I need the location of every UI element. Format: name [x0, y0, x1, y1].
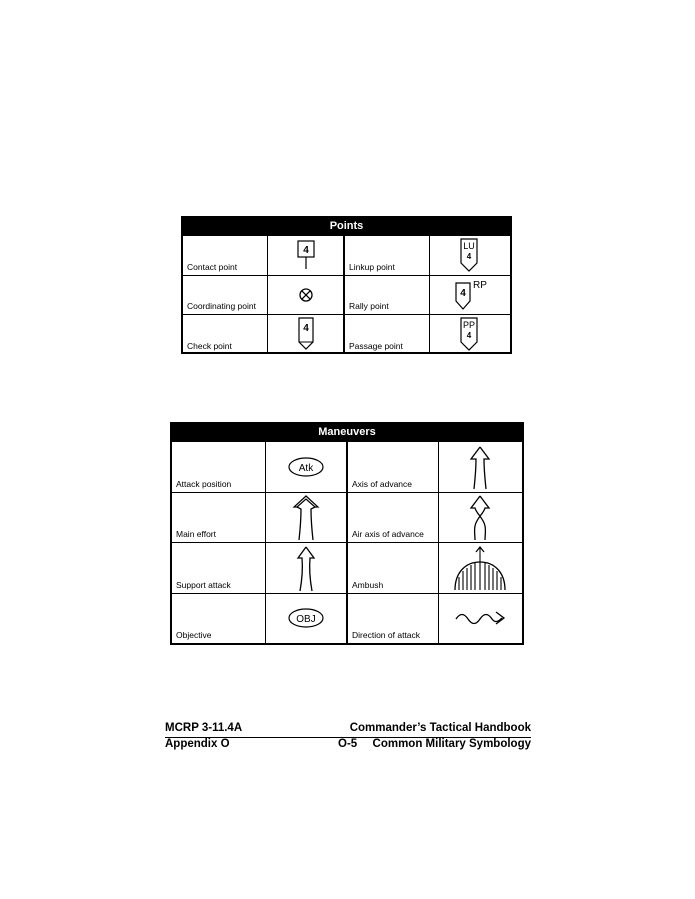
footer-doc-id: MCRP 3-11.4A — [165, 722, 243, 734]
check-point-symbol-cell — [268, 315, 345, 354]
check-point-number: 4 — [302, 323, 309, 335]
table-row — [183, 235, 510, 275]
table-row — [183, 275, 510, 315]
linkup-point-label: Linkup point — [349, 261, 395, 272]
direction-of-attack-icon — [450, 603, 510, 633]
ambush-label: Ambush — [352, 579, 384, 590]
table-row — [172, 492, 522, 543]
contact-point-symbol-cell — [268, 236, 345, 275]
air-axis-of-advance-cell — [348, 493, 439, 543]
footer-appendix: Appendix O — [165, 738, 230, 750]
linkup-point-symbol-cell — [430, 236, 507, 275]
footer-top — [165, 722, 531, 738]
rally-point-number: 4 — [459, 287, 466, 299]
contact-point-number: 4 — [302, 245, 309, 257]
table-row — [172, 542, 522, 593]
air-axis-of-advance-symbol-cell — [439, 493, 521, 543]
linkup-point-icon — [454, 237, 484, 273]
coordinating-point-symbol-cell — [268, 276, 345, 315]
support-attack-cell — [172, 543, 266, 593]
points-table — [181, 216, 512, 354]
direction-of-attack-cell — [348, 594, 439, 644]
coordinating-point-cell — [183, 276, 268, 315]
axis-of-advance-symbol-cell — [439, 442, 521, 492]
passage-point-label: Passage point — [349, 340, 403, 351]
rally-point-label: Rally point — [349, 301, 389, 312]
objective-text: OBJ — [296, 614, 316, 626]
objective-icon — [281, 603, 331, 633]
passage-point-code: PP — [462, 320, 475, 331]
support-attack-symbol-cell — [266, 543, 348, 593]
ambush-cell — [348, 543, 439, 593]
check-point-cell — [183, 315, 268, 354]
maneuvers-table — [170, 422, 524, 645]
ambush-icon — [450, 544, 510, 592]
main-effort-cell — [172, 493, 266, 543]
check-point-icon — [291, 316, 321, 352]
rally-point-code: RP — [472, 279, 487, 291]
points-table-title: Points — [183, 218, 510, 235]
contact-point-label: Contact point — [187, 261, 238, 272]
check-point-label: Check point — [187, 340, 232, 351]
footer-page-number: O-5 — [338, 738, 358, 750]
air-axis-of-advance-label: Air axis of advance — [352, 529, 424, 539]
linkup-point-code: LU — [462, 241, 475, 252]
support-attack-icon — [286, 544, 326, 592]
direction-of-attack-symbol-cell — [439, 594, 521, 644]
coordinating-point-label: Coordinating point — [187, 301, 256, 312]
passage-point-symbol-cell — [430, 315, 507, 354]
attack-position-label: Attack position — [176, 478, 232, 489]
rally-point-symbol-cell — [430, 276, 507, 315]
direction-of-attack-label: Direction of attack — [352, 630, 421, 640]
table-row — [172, 441, 522, 492]
attack-position-cell — [172, 442, 266, 492]
passage-point-icon — [454, 316, 484, 352]
coordinating-point-icon — [291, 280, 321, 310]
table-row — [183, 314, 510, 354]
axis-of-advance-icon — [460, 443, 500, 491]
linkup-point-cell — [345, 236, 430, 275]
objective-symbol-cell — [266, 594, 348, 644]
rally-point-icon — [444, 277, 494, 313]
footer-bottom — [165, 738, 531, 753]
main-effort-label: Main effort — [176, 529, 217, 539]
support-attack-label: Support attack — [176, 579, 231, 590]
axis-of-advance-label: Axis of advance — [352, 478, 413, 489]
footer-handbook-title: Commander’s Tactical Handbook — [349, 722, 531, 734]
main-effort-icon — [286, 493, 326, 541]
axis-of-advance-cell — [348, 442, 439, 492]
linkup-point-number: 4 — [466, 252, 471, 262]
footer-section-title: Common Military Symbology — [372, 738, 531, 750]
contact-point-icon — [291, 237, 321, 273]
objective-cell — [172, 594, 266, 644]
objective-label: Objective — [176, 630, 212, 640]
maneuvers-table-title: Maneuvers — [172, 424, 522, 441]
attack-position-symbol-cell — [266, 442, 348, 492]
main-effort-symbol-cell — [266, 493, 348, 543]
passage-point-cell — [345, 315, 430, 354]
contact-point-cell — [183, 236, 268, 275]
table-row — [172, 593, 522, 644]
attack-position-icon — [281, 452, 331, 482]
attack-position-text: Atk — [298, 462, 314, 474]
rally-point-cell — [345, 276, 430, 315]
ambush-symbol-cell — [439, 543, 521, 593]
air-axis-of-advance-icon — [460, 493, 500, 541]
passage-point-number: 4 — [466, 331, 471, 341]
